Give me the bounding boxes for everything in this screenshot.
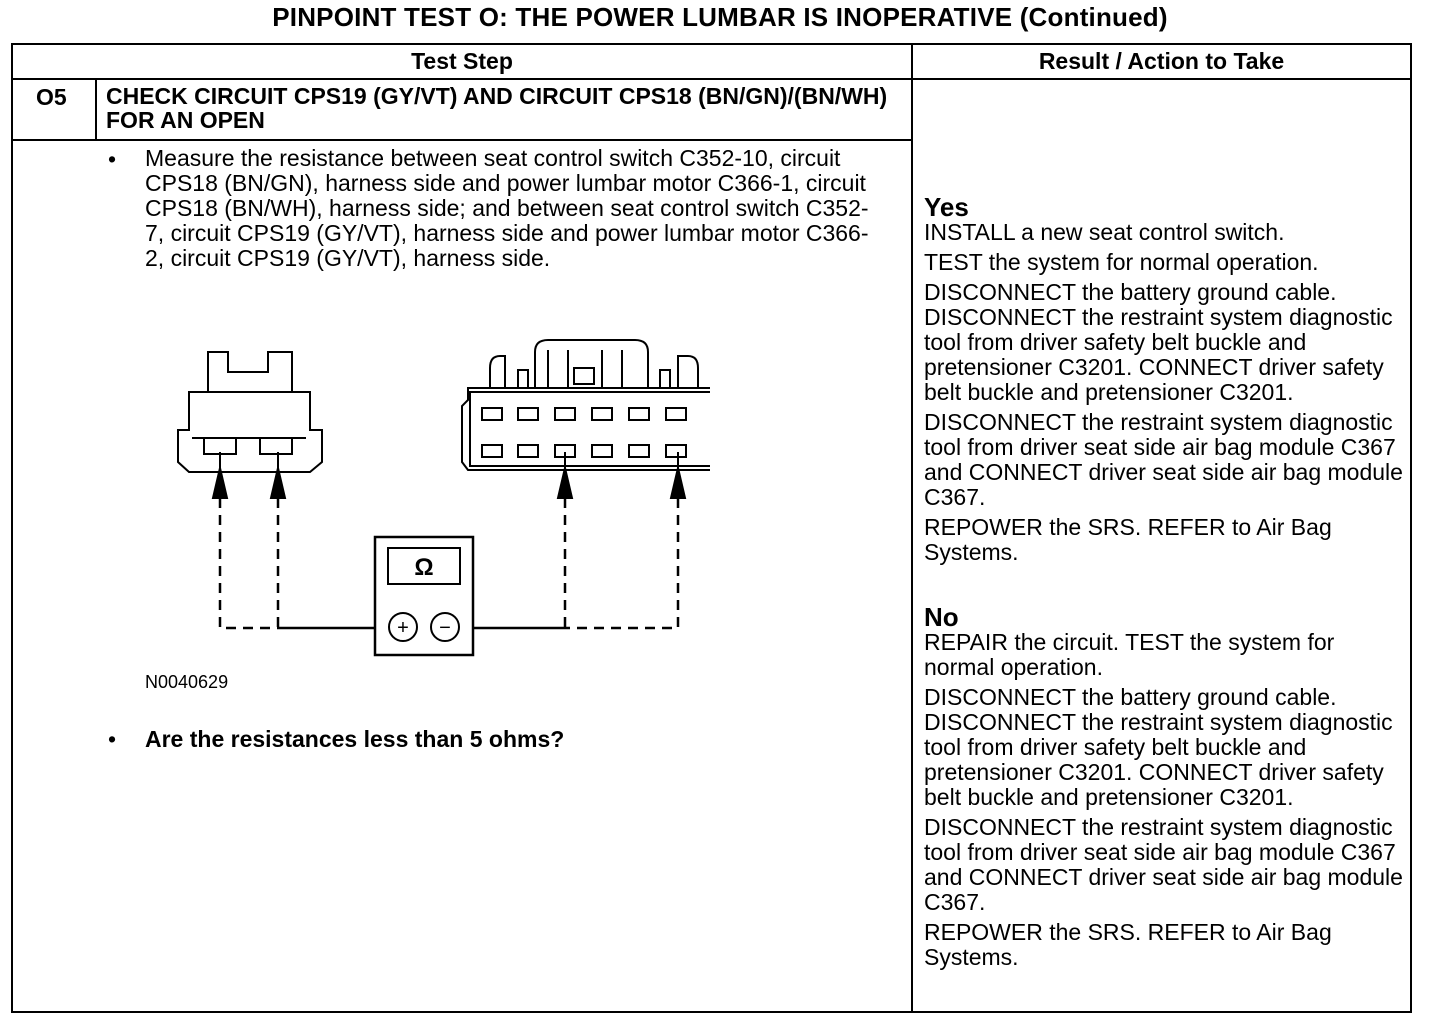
measure-instruction: Measure the resistance between seat control switch C352-10, circuit CPS18 (BN/GN), harness side and power lumbar motor C366-1, circuit CPS18 (BN/WH), harness side; and between seat control switch C352-7, circuit CPS19 (GY/VT), harness side and power lumbar motor C366-2, circuit CPS19 (GY/VT), harness side. xyxy=(145,145,869,271)
seat-switch-pins xyxy=(482,408,686,457)
result-no-action: DISCONNECT the battery ground cable. DISCONNECT the restraint system diagnostic tool from driver safety belt buckle and pretensioner C3201. CONNECT driver safety belt buckle and pretensioner C3201. xyxy=(924,684,1393,810)
figure-id: N0040629 xyxy=(145,672,229,692)
result-yes-action: TEST the system for normal operation. xyxy=(924,249,1319,275)
column-divider xyxy=(911,43,913,1013)
page-title: PINPOINT TEST O: THE POWER LUMBAR IS INOPERATIVE (Continued) xyxy=(272,2,1168,32)
step-question: Are the resistances less than 5 ohms? xyxy=(145,726,565,752)
result-no xyxy=(924,604,1404,975)
bullet-marker: • xyxy=(108,146,117,172)
ohm-symbol: Ω xyxy=(414,554,434,581)
step-title-divider xyxy=(11,139,912,141)
ohmmeter xyxy=(375,537,473,655)
header-result: Result / Action to Take xyxy=(1038,48,1285,74)
header-divider xyxy=(11,78,1412,80)
result-yes xyxy=(924,194,1404,570)
result-yes-action: DISCONNECT the restraint system diagnostic tool from driver seat side air bag module C367 and CONNECT driver seat side air bag module C367. xyxy=(924,409,1403,510)
result-yes-label: Yes xyxy=(924,192,969,222)
result-yes-action: DISCONNECT the battery ground cable. DISCONNECT the restraint system diagnostic tool from driver safety belt buckle and pretensioner C3201. CONNECT driver safety belt buckle and pretensioner C3201. xyxy=(924,279,1393,405)
result-yes-action: INSTALL a new seat control switch. xyxy=(924,219,1285,245)
result-no-label: No xyxy=(924,602,959,632)
header-test-step: Test Step xyxy=(411,48,513,74)
probe-arrows xyxy=(213,452,685,498)
step-title: CHECK CIRCUIT CPS19 (GY/VT) AND CIRCUIT CPS18 (BN/GN)/(BN/WH) FOR AN OPEN xyxy=(106,83,888,133)
result-no-action: REPOWER the SRS. REFER to Air Bag Systems. xyxy=(924,919,1332,970)
wiring-diagram xyxy=(170,335,710,665)
result-no-action: DISCONNECT the restraint system diagnostic tool from driver seat side air bag module C367 and CONNECT driver seat side air bag module C367. xyxy=(924,814,1403,915)
bullet-marker: • xyxy=(108,726,117,752)
meter-plus-terminal: + xyxy=(397,617,409,639)
lumbar-motor-connector xyxy=(178,352,322,472)
meter-minus-terminal: − xyxy=(439,617,451,639)
result-no-action: REPAIR the circuit. TEST the system for normal operation. xyxy=(924,629,1335,680)
result-yes-action: REPOWER the SRS. REFER to Air Bag Systems. xyxy=(924,514,1332,565)
step-number-divider xyxy=(95,78,97,140)
step-number: O5 xyxy=(36,84,67,110)
